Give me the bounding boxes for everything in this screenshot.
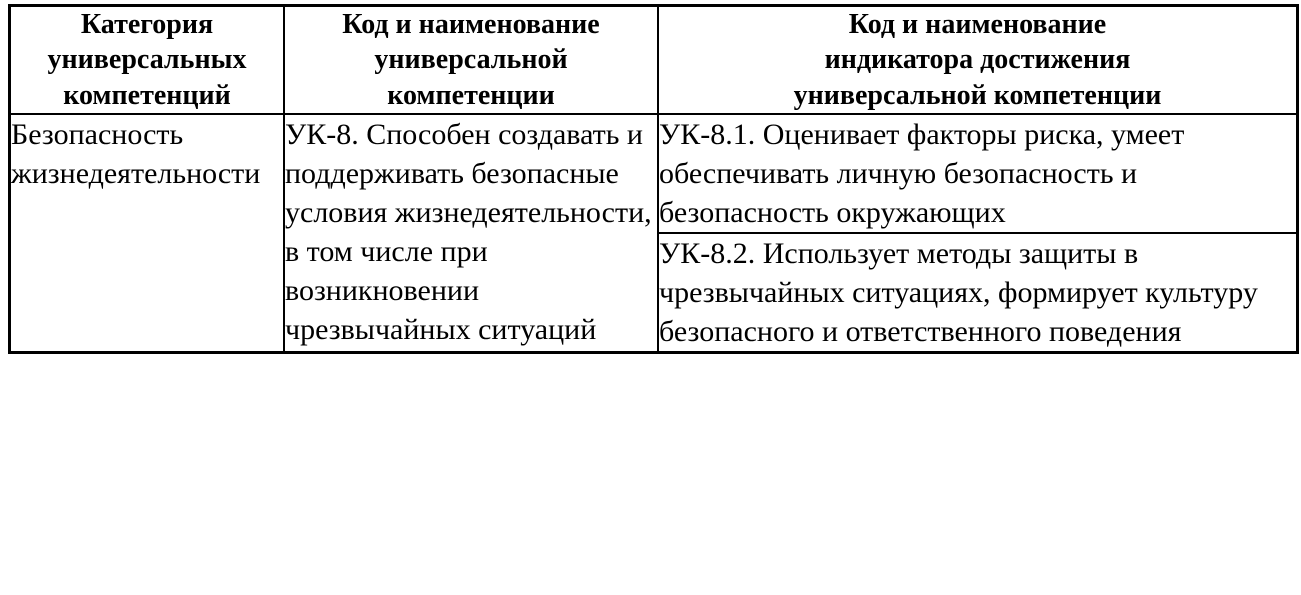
column-header-indicator: [658, 6, 1298, 114]
column-header-indicator-line-3: универсальной компетенции: [793, 79, 1162, 111]
indicator-cell-2: [659, 233, 1296, 351]
competency-table: [8, 4, 1299, 354]
table-header: [10, 6, 1298, 114]
competence-text: УК-8. Способен создавать и поддерживать безопасные условия жизнедеятельности, в том числе при возникновении чрезвычайных ситуаций: [285, 117, 652, 346]
indicator-row-1: [659, 115, 1296, 233]
table-header-row: [10, 6, 1298, 114]
column-header-category-line-2: универсальных: [47, 44, 247, 76]
category-text: Безопасность жизнедеятельности: [11, 117, 261, 190]
column-header-competence-line-1: Код и наименование: [342, 9, 600, 40]
column-header-category-line-1: Категория: [80, 9, 214, 40]
table-body: [10, 114, 1298, 353]
indicator-text-2: УК-8.2. Использует методы защиты в чрезвычайных ситуациях, формирует культуру безопасного и ответственного поведения: [659, 236, 1258, 348]
column-header-category-line-3: компетенций: [63, 79, 231, 111]
cell-competence: [284, 114, 658, 353]
indicator-subtable: [659, 115, 1296, 351]
cell-category: [10, 114, 285, 353]
indicator-row-2: [659, 233, 1296, 351]
column-header-category: [10, 6, 285, 114]
column-header-indicator-line-2: индикатора достижения: [824, 44, 1131, 76]
column-header-competence-line-2: универсальной: [374, 44, 568, 76]
column-header-competence-line-3: компетенции: [387, 79, 555, 111]
column-header-indicator-line-1: Код и наименование: [848, 9, 1107, 40]
indicator-text-1: УК-8.1. Оценивает факторы риска, умеет обеспечивать личную безопасность и безопасность окружающих: [659, 117, 1185, 229]
indicator-cell-1: [659, 115, 1296, 233]
column-header-competence: [284, 6, 658, 114]
table-row: [10, 114, 1298, 353]
cell-indicators: [658, 114, 1298, 353]
